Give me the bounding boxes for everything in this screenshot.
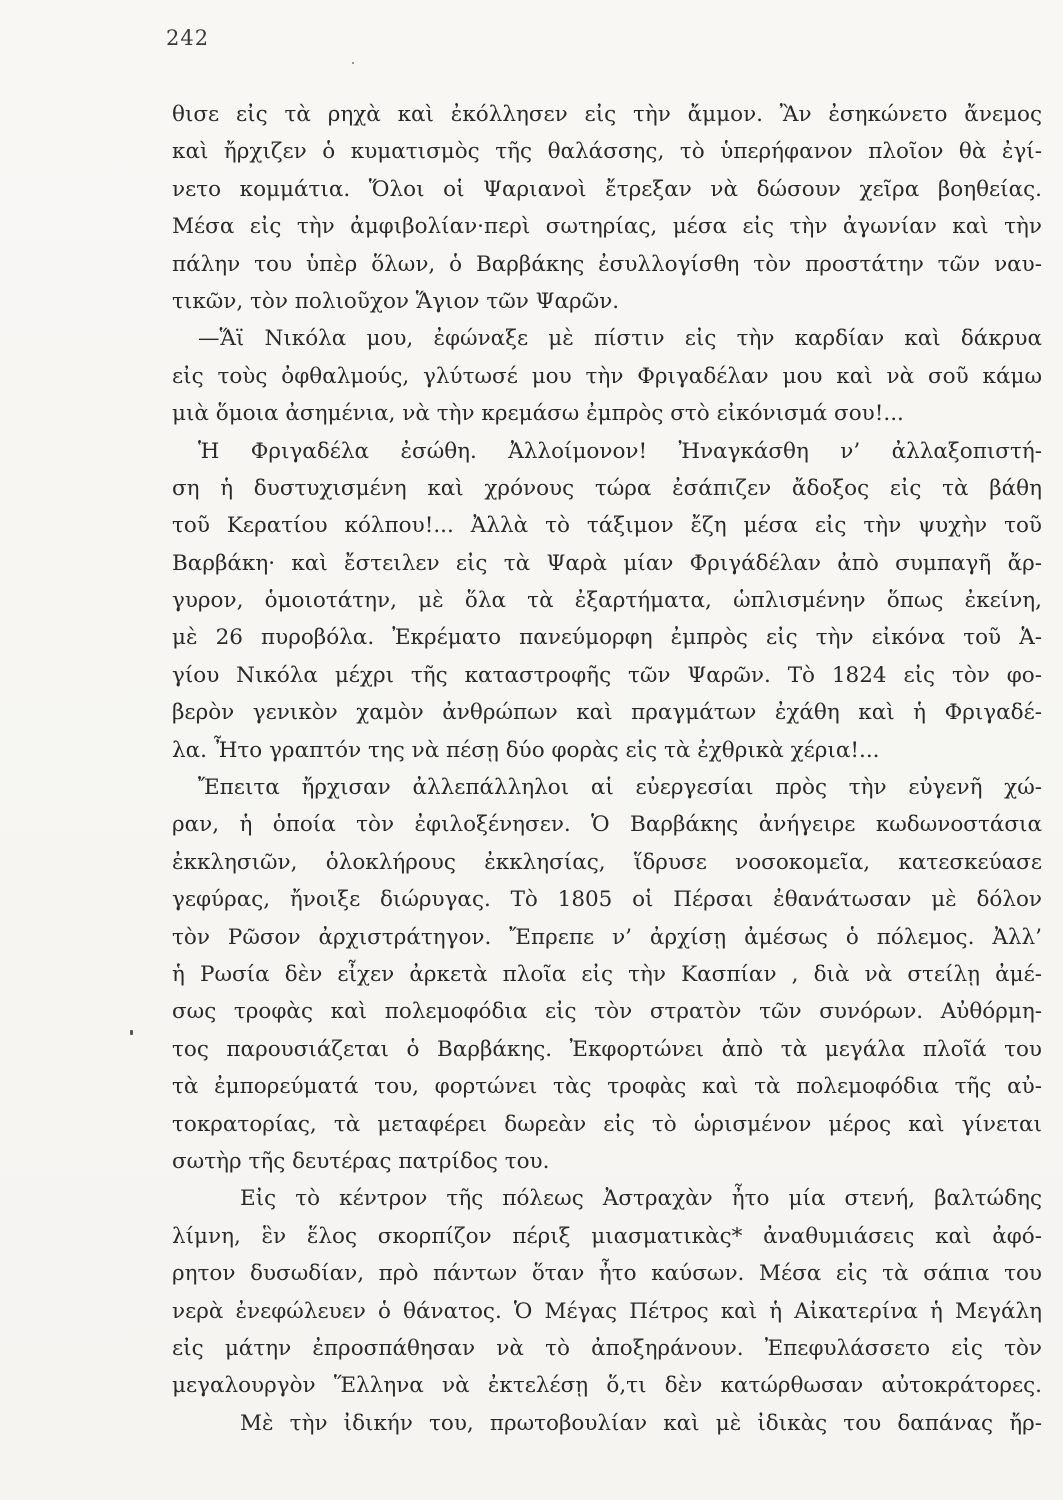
text-line: μὲ 26 πυροβόλα. Ἐκρέματο πανεύμορφη ἐμπρὸς εἰς τὴν εἰκόνα τοῦ Ἁ-	[172, 625, 1042, 651]
text-line: Ἔπειτα ἤρχισαν ἀλλεπάλληλοι αἱ εὐεργεσίαι πρὸς τὴν εὐγενῆ χώ-	[198, 775, 1042, 801]
text-line: λίμνη, ἓν ἕλος σκορπίζον πέριξ μιασματικὰς* ἀναθυμιάσεις καὶ ἀφό-	[172, 1223, 1042, 1249]
text-line: λα. Ἦτο γραπτόν της νὰ πέσῃ δύο φορὰς εἰς τὰ ἐχθρικὰ χέρια!...	[172, 737, 880, 763]
text-line: ραν, ἡ ὁποία τὸν ἐφιλοξένησεν. Ὁ Βαρβάκης ἀνήγειρε κωδωνοστάσια	[172, 812, 1042, 838]
text-line: ἡ Ρωσία δὲν εἶχεν ἀρκετὰ πλοῖα εἰς τὴν Κασπίαν , διὰ νὰ στείλῃ ἀμέ-	[172, 961, 1042, 987]
text-line: πάλην του ὑπὲρ ὅλων, ὁ Βαρβάκης ἐσυλλογίσθη τὸν προστάτην τῶν ναυ-	[172, 251, 1042, 277]
text-line: ση ἡ δυστυχισμένη καὶ χρόνους τώρα ἐσάπιζεν ἄδοξος εἰς τὰ βάθη	[172, 475, 1042, 501]
text-line: —Ἅϊ Νικόλα μου, ἐφώναξε μὲ πίστιν εἰς τὴν καρδίαν καὶ δάκρυα	[198, 326, 1042, 352]
text-line: εἰς τοὺς ὀφθαλμούς, γλύτωσέ μου τὴν Φριγαδέλαν μου καὶ νὰ σοῦ κάμω	[172, 363, 1042, 389]
text-line: ρητον δυσωδίαν, πρὸ πάντων ὅταν ἦτο καύσων. Μέσα εἰς τὰ σάπια του	[172, 1261, 1042, 1287]
text-line: Εἰς τὸ κέντρον τῆς πόλεως Ἀστραχὰν ἦτο μία στενή, βαλτώδης	[240, 1186, 1042, 1212]
text-line: τος παρουσιάζεται ὁ Βαρβάκης. Ἐκφορτώνει ἀπὸ τὰ μεγάλα πλοῖά του	[172, 1036, 1042, 1062]
page-number: 242	[166, 26, 210, 50]
text-line: νερὰ ἐνεφώλευεν ὁ θάνατος. Ὁ Μέγας Πέτρος καὶ ἡ Αἰκατερίνα ἡ Μεγάλη	[172, 1298, 1042, 1324]
text-line: θισε εἰς τὰ ρηχὰ καὶ ἐκόλλησεν εἰς τὴν ἄμμον. Ἂν ἐσηκώνετο ἄνεμος	[172, 102, 1042, 127]
text-line: Μέσα εἰς τὴν ἀμφιβολίαν·περὶ σωτηρίας, μέσα εἰς τὴν ἀγωνίαν καὶ τὴν	[172, 214, 1042, 240]
text-line: καὶ ἤρχιζεν ὁ κυματισμὸς τῆς θαλάσσης, τὸ ὑπερήφανον πλοῖον θὰ ἐγί-	[172, 139, 1042, 165]
text-line: μεγαλουργὸν Ἕλληνα νὰ ἐκτελέσῃ ὅ,τι δὲν κατώρθωσαν αὐτοκράτορες.	[172, 1373, 1042, 1399]
ink-speck	[352, 62, 354, 64]
body-text	[172, 96, 1042, 1442]
text-line: μιὰ ὅμοια ἀσημένια, νὰ τὴν κρεμάσω ἐμπρὸς στὸ εἰκόνισμά σου!...	[172, 401, 904, 427]
text-line: νετο κομμάτια. Ὅλοι οἱ Ψαριανοὶ ἔτρεξαν νὰ δώσουν χεῖρα βοηθείας.	[172, 176, 1042, 202]
ink-speck	[130, 1030, 133, 1035]
text-line: γίου Νικόλα μέχρι τῆς καταστροφῆς τῶν Ψαρῶν. Τὸ 1824 εἰς τὸν φο-	[172, 662, 1042, 688]
text-line: βερὸν γενικὸν χαμὸν ἀνθρώπων καὶ πραγμάτων ἐχάθη καὶ ἡ Φριγαδέ-	[172, 700, 1042, 726]
text-line: σωτὴρ τῆς δευτέρας πατρίδος του.	[172, 1148, 550, 1174]
text-line: Ἡ Φριγαδέλα ἐσώθη. Ἀλλοίμονον! Ἠναγκάσθη ν’ ἀλλαξοπιστή-	[198, 438, 1042, 464]
text-line: τοῦ Κερατίου κόλπου!... Ἀλλὰ τὸ τάξιμον ἔζη μέσα εἰς τὴν ψυχὴν τοῦ	[172, 513, 1042, 539]
text-line: Βαρβάκη· καὶ ἔστειλεν εἰς τὰ Ψαρὰ μίαν Φριγάδέλαν ἀπὸ συμπαγῆ ἄρ-	[172, 550, 1042, 576]
text-line: τοκρατορίας, τὰ μεταφέρει δωρεὰν εἰς τὸ ὡρισμένον μέρος καὶ γίνεται	[172, 1111, 1042, 1137]
text-line: τικῶν, τὸν πολιοῦχον Ἅγιον τῶν Ψαρῶν.	[172, 288, 620, 314]
text-line: ἐκκλησιῶν, ὁλοκλήρους ἐκκλησίας, ἵδρυσε νοσοκομεῖα, κατεσκεύασε	[172, 849, 1042, 875]
text-line: Μὲ τὴν ἰδικήν του, πρωτοβουλίαν καὶ μὲ ἰδικὰς του δαπάνας ἤρ-	[240, 1410, 1042, 1436]
text-line: τὰ ἐμπορεύματά του, φορτώνει τὰς τροφὰς καὶ τὰ πολεμοφόδια τῆς αὐ-	[172, 1074, 1042, 1100]
text-line: γυρον, ὁμοιοτάτην, μὲ ὅλα τὰ ἐξαρτήματα, ὡπλισμένην ὅπως ἐκείνη,	[172, 588, 1042, 614]
text-line: τὸν Ρῶσον ἀρχιστράτηγον. Ἔπρεπε ν’ ἀρχίσῃ ἀμέσως ὁ πόλεμος. Ἀλλ’	[172, 924, 1042, 950]
text-line: εἰς μάτην ἐπροσπάθησαν νὰ τὸ ἀποξηράνουν. Ἐπεφυλάσσετο εἰς τὸν	[172, 1335, 1042, 1361]
text-line: σως τροφὰς καὶ πολεμοφόδια εἰς τὸν στρατὸν τῶν συνόρων. Αὐθόρμη-	[172, 999, 1042, 1025]
text-line: γεφύρας, ἤνοιξε διώρυγας. Τὸ 1805 οἱ Πέρσαι ἐθανάτωσαν μὲ δόλον	[172, 887, 1042, 913]
